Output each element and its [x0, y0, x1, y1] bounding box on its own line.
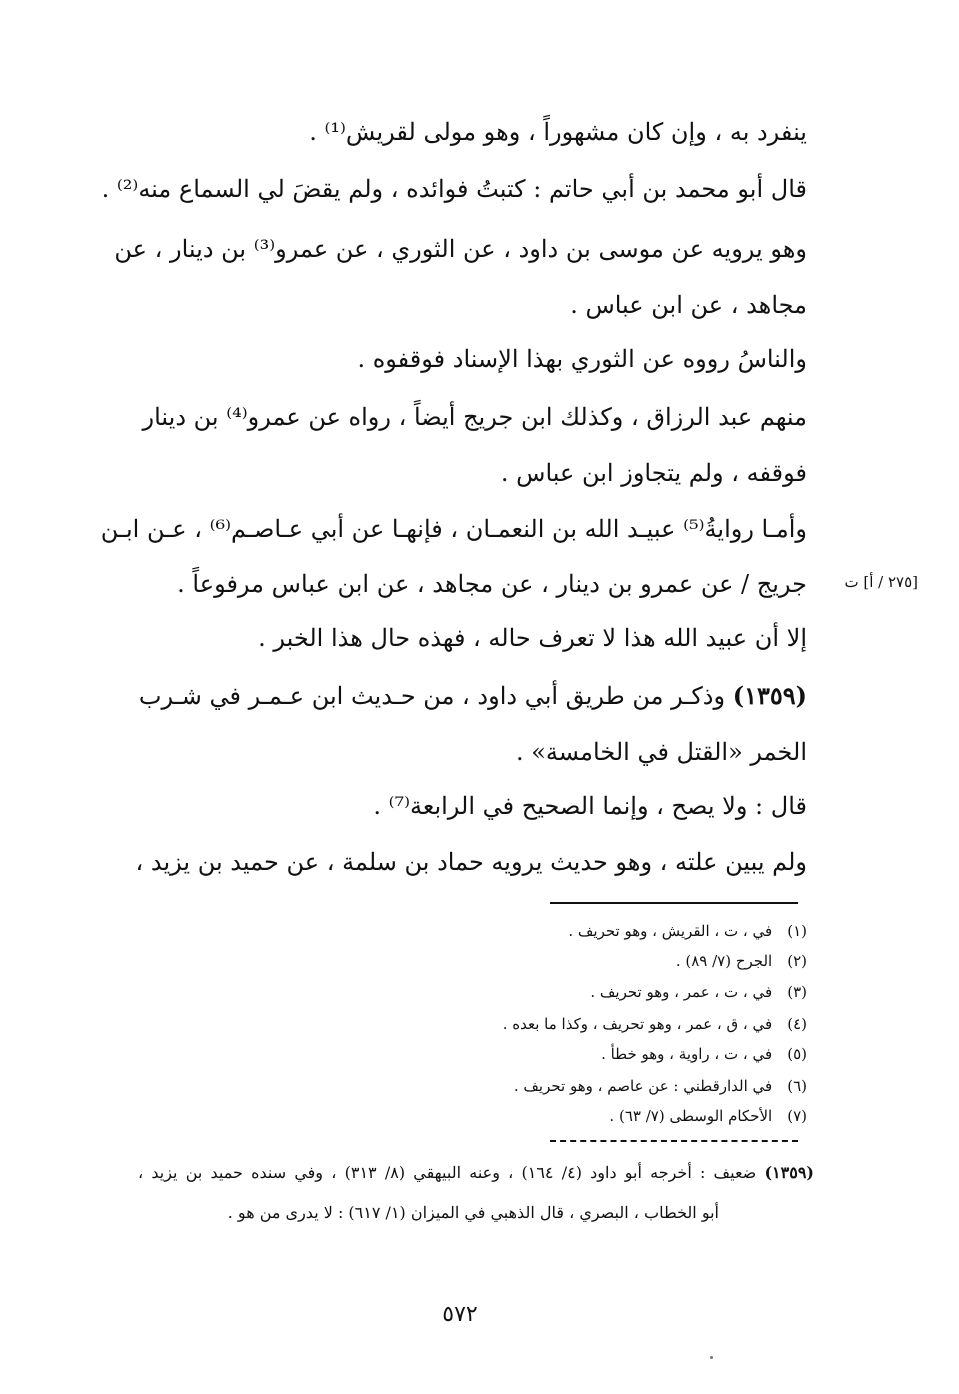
- footnote-number: (٤): [787, 1015, 807, 1033]
- footnote-separator: [550, 902, 798, 904]
- footnote-text: في ، ق ، عمر ، وهو تحريف ، وكذا ما بعده .: [502, 1015, 773, 1033]
- body-line-4: مجاهد ، عن ابن عباس .: [570, 291, 807, 319]
- body-line-9: جريج / عن عمرو بن دينار ، عن مجاهد ، عن ابن عباس مرفوعاً .: [177, 570, 807, 598]
- scan-speck: [710, 1356, 713, 1359]
- body-line-14: ولم يبين علته ، وهو حديث يرويه حماد بن سلمة ، عن حميد بن يزيد ،: [135, 848, 807, 876]
- takhrij-number: (١٣٥٩): [764, 1163, 814, 1182]
- footnote-7: [287, 1105, 807, 1127]
- body-line-3: وهو يرويه عن موسى بن داود ، عن الثوري ، عن عمرو⁽³⁾ بن دينار ، عن: [114, 235, 807, 263]
- takhrij-line-2: أبو الخطاب ، البصري ، قال الذهبي في الميزان (١/ ٦١٧) : لا يدرى من هو .: [227, 1203, 719, 1222]
- margin-manuscript-reference: [٢٧٥ / أ] ت: [844, 573, 918, 591]
- page-number: ٥٧٢: [442, 1302, 478, 1327]
- footnote-number: (٣): [787, 983, 807, 1001]
- footnote-number: (٧): [787, 1107, 807, 1125]
- body-line-7: فوقفه ، ولم يتجاوز ابن عباس .: [500, 459, 807, 487]
- body-line-5: والناسُ رووه عن الثوري بهذا الإسناد فوقفوه .: [357, 345, 807, 373]
- footnote-text: في الدارقطني : عن عاصم ، وهو تحريف .: [513, 1077, 773, 1095]
- body-line-8: وأمـا روايةُ⁽⁵⁾ عبيـد الله بن النعمـان ، فإنهـا عن أبي عـاصـم⁽⁶⁾ ، عـن ابـن: [100, 515, 807, 543]
- takhrij-separator: [550, 1140, 798, 1142]
- footnote-1: [287, 920, 807, 942]
- footnote-text: الأحكام الوسطى (٧/ ٦٣) .: [609, 1107, 773, 1125]
- footnote-3: [287, 981, 807, 1003]
- takhrij-line-1-text: ضعيف : أخرجه أبو داود (٤/ ١٦٤) ، وعنه البيهقي (٨/ ٣١٣) ، وفي سنده حميد بن يزيد ،: [138, 1163, 757, 1182]
- takhrij-line-1: [138, 1160, 814, 1186]
- footnote-2: [287, 950, 807, 972]
- footnote-5: [287, 1043, 807, 1065]
- footnote-text: في ، ت ، عمر ، وهو تحريف .: [590, 983, 773, 1001]
- body-line-12: الخمر «القتل في الخامسة» .: [515, 738, 807, 766]
- footnote-number: (٢): [787, 952, 807, 970]
- body-line-11-text: وذكـر من طريق أبي داود ، من حـديث ابن عـمـر في شـرب: [138, 682, 726, 710]
- body-line-10: إلا أن عبيد الله هذا لا تعرف حاله ، فهذه حال هذا الخبر .: [258, 624, 807, 652]
- hadith-number: (١٣٥٩): [732, 681, 807, 710]
- footnote-text: في ، ت ، القريش ، وهو تحريف .: [568, 922, 773, 940]
- footnote-number: (٥): [787, 1045, 807, 1063]
- footnote-4: [287, 1013, 807, 1035]
- body-line-13: قال : ولا يصح ، وإنما الصحيح في الرابعة⁽⁷⁾ .: [373, 792, 807, 820]
- footnote-number: (٦): [787, 1077, 807, 1095]
- body-line-6: منهم عبد الرزاق ، وكذلك ابن جريج أيضاً ، رواه عن عمرو⁽⁴⁾ بن دينار: [142, 403, 807, 431]
- footnote-text: في ، ت ، راوية ، وهو خطأ .: [601, 1045, 773, 1063]
- body-line-11: [138, 680, 807, 712]
- footnote-6: [287, 1075, 807, 1097]
- footnote-number: (١): [787, 922, 807, 940]
- body-line-1: ينفرد به ، وإن كان مشهوراً ، وهو مولى لقريش⁽¹⁾ .: [309, 118, 807, 146]
- body-line-2: قال أبو محمد بن أبي حاتم : كتبتُ فوائده ، ولم يقضَ لي السماع منه⁽²⁾ .: [101, 175, 807, 203]
- footnote-text: الجرح (٧/ ٨٩) .: [675, 952, 773, 970]
